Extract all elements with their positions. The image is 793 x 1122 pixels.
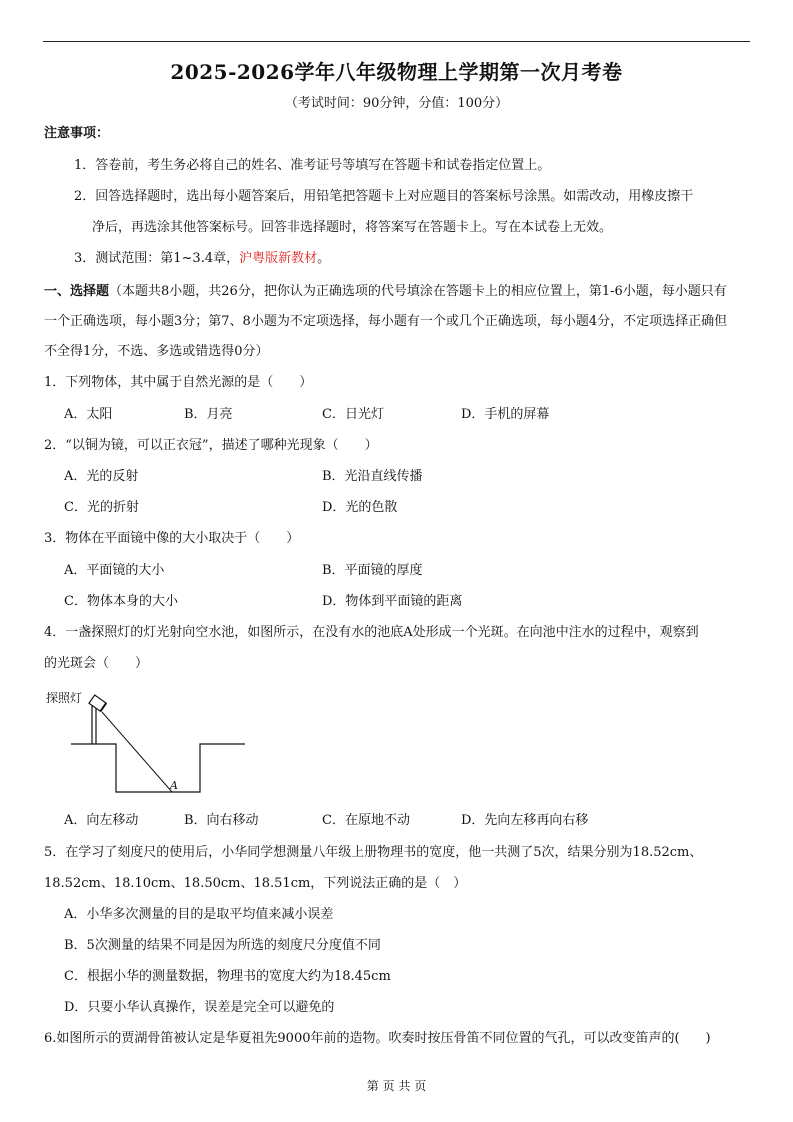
question-2-option-a: A．光的反射 <box>64 469 139 484</box>
figure-point-label: A <box>170 779 178 792</box>
notice-item-3 <box>74 249 330 269</box>
question-5-stem-1: 5．在学习了刻度尺的使用后，小华同学想测量八年级上册物理书的宽度，他一共测了5次，结果分别为18.52cm、 <box>44 845 703 860</box>
question-4-option-a: A．向左移动 <box>64 813 139 828</box>
question-3-option-c: C．物体本身的大小 <box>64 594 178 609</box>
question-5-option-b: B．5次测量的结果不同是因为所选的刻度尺分度值不同 <box>64 938 381 953</box>
notice-heading: 注意事项： <box>44 126 110 141</box>
figure-lamp-label: 探照灯 <box>46 691 83 705</box>
question-3-option-a: A．平面镜的大小 <box>64 563 165 578</box>
question-1-option-b: B．月亮 <box>184 407 233 422</box>
top-rule <box>43 41 750 42</box>
question-2-option-d: D．光的色散 <box>322 500 398 515</box>
section1-heading: 一、选择题 <box>44 284 110 299</box>
notice-item-2-cont: 净后，再选涂其他答案标号。回答非选择题时，将答案写在答题卡上。写在本试卷上无效。 <box>92 220 613 235</box>
question-1-option-c: C．日光灯 <box>322 407 384 422</box>
section1-desc-3: 不全得1分，不选、多选或错选得0分） <box>44 344 269 359</box>
question-3-option-d: D．物体到平面镜的距离 <box>322 594 463 609</box>
question-4-stem-2: 的光斑会（ ） <box>44 656 149 671</box>
question-2-option-b: B．光沿直线传播 <box>322 469 423 484</box>
page-footer: 第 页 共 页 <box>366 1079 427 1093</box>
question-5-option-d: D．只要小华认真操作，误差是完全可以避免的 <box>64 1000 335 1015</box>
question-2-option-c: C．光的折射 <box>64 500 139 515</box>
scope-prefix: 3．测试范围：第1~3.4章， <box>74 251 240 266</box>
question-4-stem-1: 4．一盏探照灯的灯光射向空水池，如图所示，在没有水的池底A处形成一个光斑。在向池中注水的过程中，观察到 <box>44 625 699 640</box>
exam-subtitle: （考试时间：90分钟，分值：100分） <box>284 96 509 111</box>
question-3-stem: 3．物体在平面镜中像的大小取决于（ ） <box>44 531 300 546</box>
question-1-stem: 1．下列物体，其中属于自然光源的是（ ） <box>44 375 313 390</box>
light-ray <box>102 712 172 792</box>
scope-suffix: 。 <box>317 251 331 266</box>
exam-title: 2025-2026学年八年级物理上学期第一次月考卷 <box>170 60 623 84</box>
notice-item-1: 1．答卷前，考生务必将自己的姓名、准考证号等填写在答题卡和试卷指定位置上。 <box>74 158 551 173</box>
question-1-option-d: D．手机的屏幕 <box>461 407 550 422</box>
question-4-option-d: D．先向左移再向右移 <box>461 813 589 828</box>
question-5-option-a: A．小华多次测量的目的是取平均值来减小误差 <box>64 907 334 922</box>
notice-item-2: 2．回答选择题时，选出每小题答案后，用铅笔把答题卡上对应题目的答案标号涂黑。如需改动，用橡皮擦干 <box>74 189 694 204</box>
question-4-option-c: C．在原地不动 <box>322 813 410 828</box>
question-2-stem: 2．“以铜为镜，可以正衣冠”，描述了哪种光现象（ ） <box>44 438 378 453</box>
question-3-option-b: B．平面镜的厚度 <box>322 563 423 578</box>
pool-outline <box>71 744 245 792</box>
question-5-stem-2: 18.52cm、18.10cm、18.50cm、18.51cm，下列说法正确的是（ ） <box>44 876 467 891</box>
section1-desc-2: 一个正确选项，每小题3分；第7、8小题为不定项选择，每小题有一个或几个正确选项，每小题4分，不定项选择正确但 <box>44 314 728 329</box>
section1-desc-1: （本题共8小题，共26分，把你认为正确选项的代号填涂在答题卡上的相应位置上，第1-6小题，每小题只有 <box>109 284 727 299</box>
question-4-option-b: B．向右移动 <box>184 813 259 828</box>
scope-highlight: 沪粤版新教材 <box>239 251 318 266</box>
searchlight-pool-figure <box>44 686 254 798</box>
question-6-stem: 6.如图所示的贾湖骨笛被认定是华夏祖先9000年前的造物。吹奏时按压骨笛不同位置的气孔，可以改变笛声的( ) <box>44 1031 711 1046</box>
section1-intro <box>44 282 727 302</box>
question-1-option-a: A．太阳 <box>64 407 113 422</box>
question-5-option-c: C．根据小华的测量数据，物理书的宽度大约为18.45cm <box>64 969 391 984</box>
